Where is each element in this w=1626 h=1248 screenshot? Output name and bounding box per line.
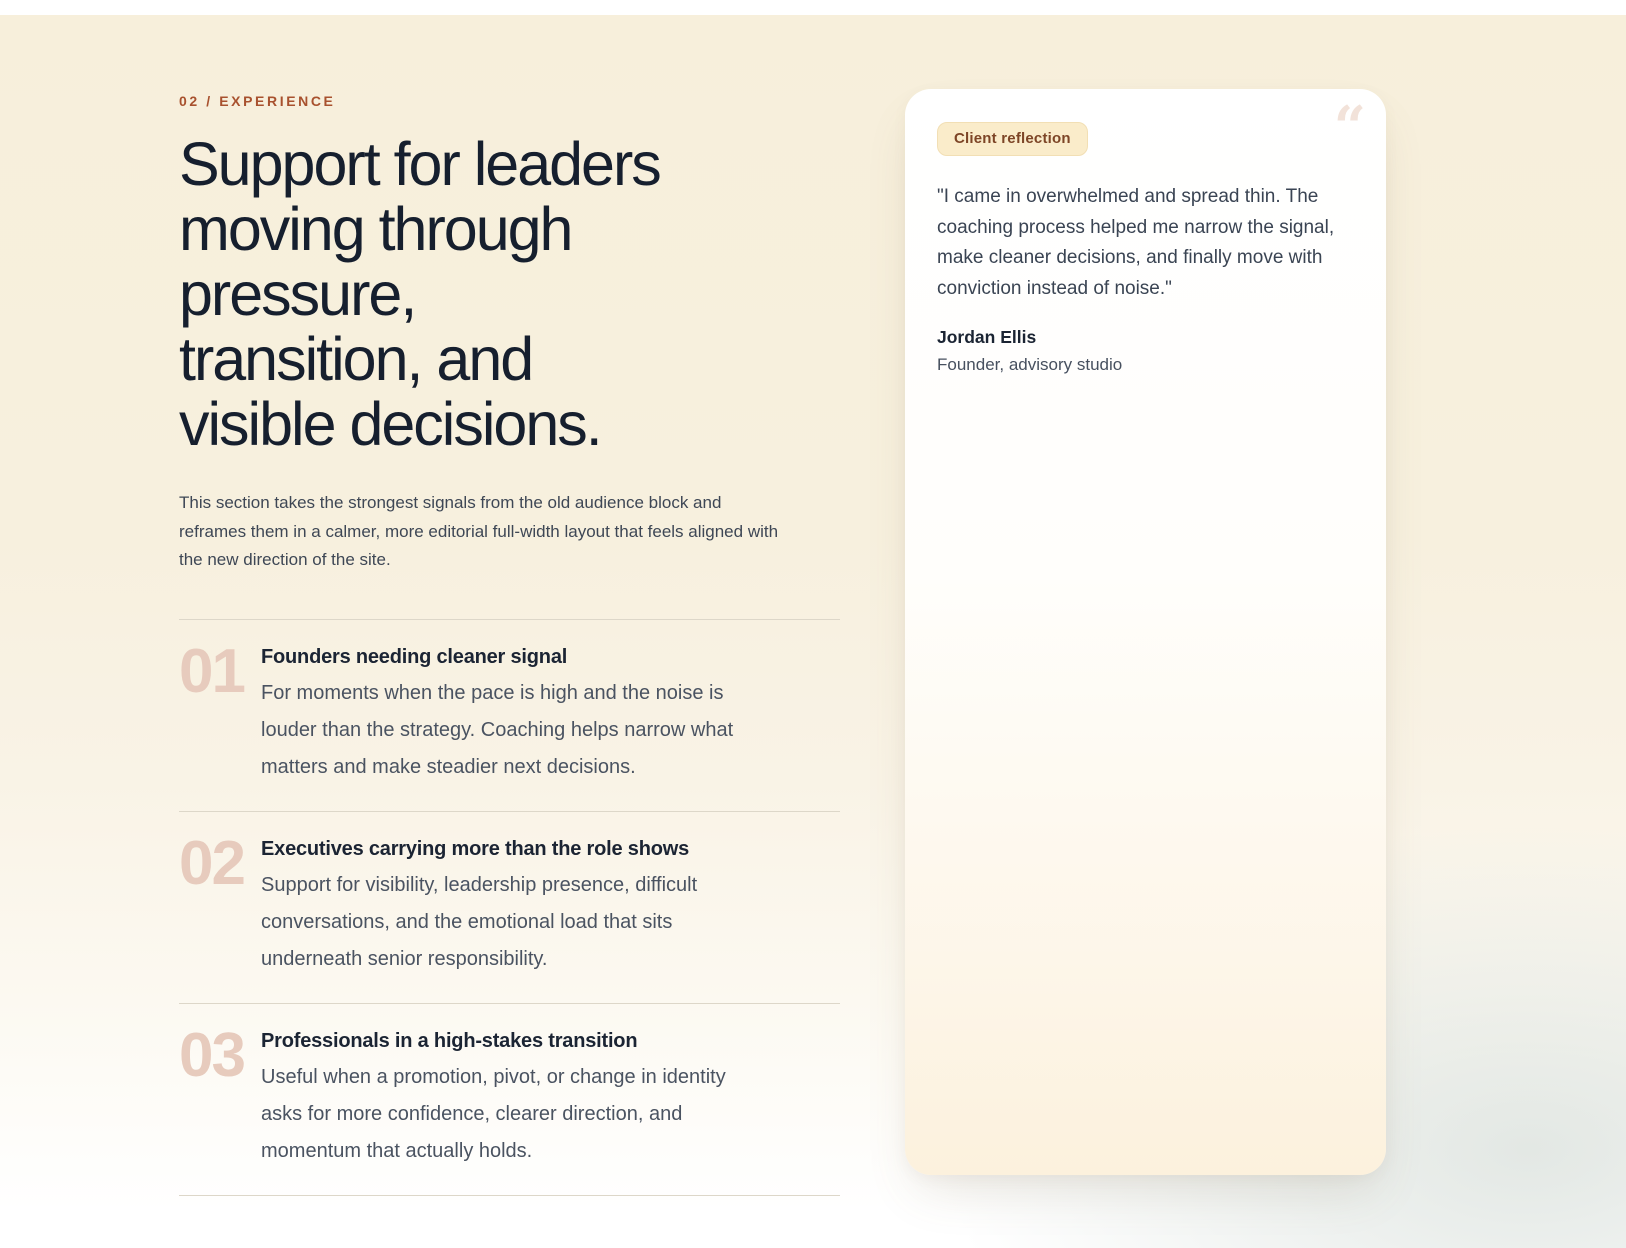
page-title <box>179 132 840 457</box>
testimonial-card <box>905 89 1386 1175</box>
item-title: Executives carrying more than the role shows <box>261 837 690 860</box>
intro-text: This section takes the strongest signals from the old audience block and reframes them in a calmer, more editorial full-width layout that feels aligned with the new direction of the site. <box>179 493 779 569</box>
heading-line: transition, and <box>179 325 533 393</box>
item-content <box>261 1027 741 1170</box>
item-number: 02 <box>179 828 244 898</box>
experience-section <box>0 15 1626 1248</box>
quote-marks-icon: “ <box>1333 94 1366 160</box>
item-content <box>261 835 741 978</box>
heading-line: Support for leaders <box>179 130 660 198</box>
item-title: Founders needing cleaner signal <box>261 645 568 668</box>
heading-line: moving through <box>179 195 572 263</box>
section-eyebrow: 02 / EXPERIENCE <box>179 93 336 109</box>
item-number: 01 <box>179 636 244 706</box>
item-description: For moments when the pace is high and the noise is louder than the strategy. Coaching helps narrow what matters and make steadier next decisions. <box>261 681 734 778</box>
list-item <box>179 619 840 811</box>
list-item <box>179 811 840 1003</box>
item-number: 03 <box>179 1020 244 1090</box>
audience-list <box>179 619 840 1196</box>
heading-line: pressure, <box>179 260 416 328</box>
client-reflection-badge: Client reflection <box>937 122 1088 156</box>
item-description: Useful when a promotion, pivot, or change in identity asks for more confidence, clearer direction, and momentum that actually holds. <box>261 1065 726 1162</box>
item-description: Support for visibility, leadership presence, difficult conversations, and the emotional load that sits underneath senior responsibility. <box>261 873 698 970</box>
item-title: Professionals in a high-stakes transition <box>261 1029 638 1052</box>
author-role: Founder, advisory studio <box>937 355 1123 374</box>
item-content <box>261 643 741 786</box>
testimonial-quote: "I came in overwhelmed and spread thin. The coaching process helped me narrow the signal, make cleaner decisions, and finally move with conviction instead of noise." <box>937 186 1335 299</box>
heading-line: visible decisions. <box>179 390 601 458</box>
experience-left-column <box>179 93 840 1196</box>
author-name: Jordan Ellis <box>937 327 1037 347</box>
list-item <box>179 1003 840 1196</box>
